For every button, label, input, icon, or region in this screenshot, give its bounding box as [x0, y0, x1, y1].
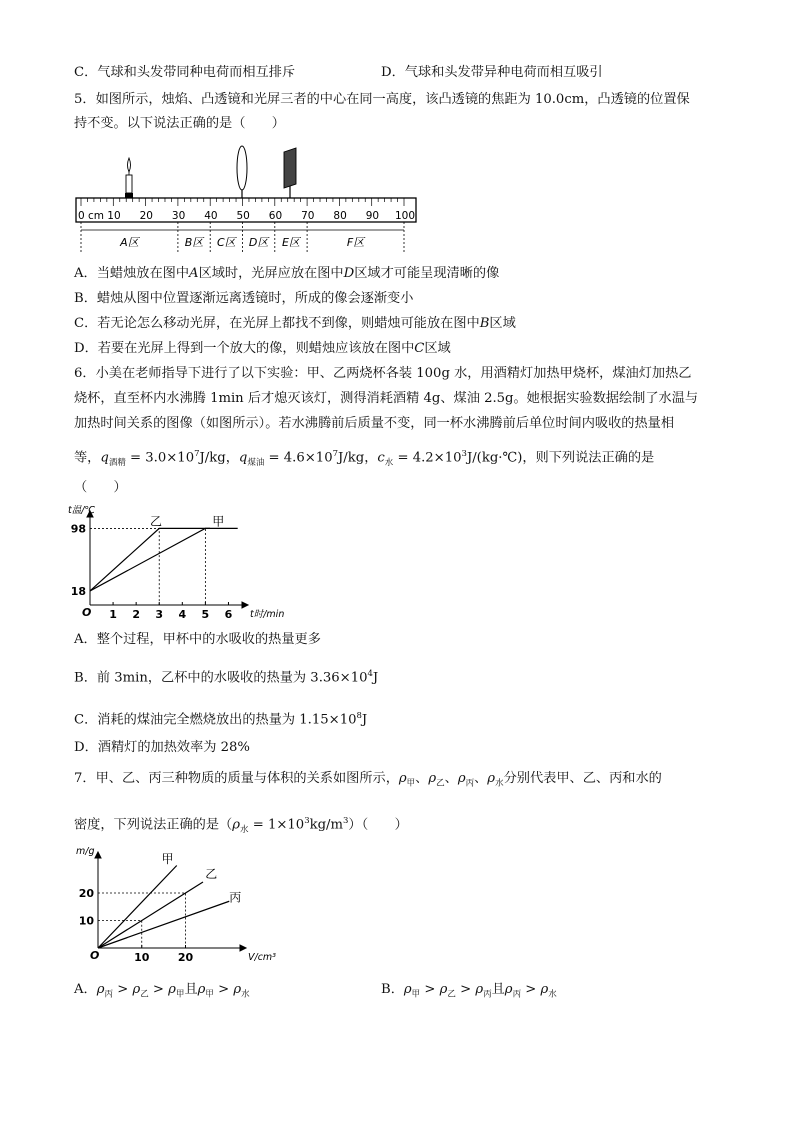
y-axis-label: m/g	[76, 846, 95, 857]
x-tick-label-4: 4	[178, 608, 187, 621]
q7-stem-line-1: 7．甲、乙、丙三种物质的质量与体积的关系如图所示，$\rho_甲$、$\rho_乙$、$\rho_丙$、$\rho_水$分别代表甲、乙、丙和水的	[74, 771, 662, 789]
ruler-label-0: 0	[78, 210, 85, 222]
q5-option-c: C．若无论怎么移动光屏，在光屏上都找不到像，则蜡烛可能放在图中B区域	[74, 316, 516, 331]
q7-option-b: B．$\rho_甲 > \rho_乙 > \rho_丙$且$\rho_丙 > \rho_水$	[381, 982, 557, 1000]
x-axis-arrow	[242, 602, 248, 608]
q6-option-b: B．前 3min，乙杯中的水吸收的热量为 $3.36\times 10^4J$	[74, 669, 379, 686]
q6-temperature-time-chart	[68, 505, 285, 623]
ruler-label-50: 50	[236, 210, 250, 222]
q5-option-a: A．当蜡烛放在图中A区域时，光屏应放在图中D区域才可能呈现清晰的像	[74, 266, 500, 281]
q5-option-d: D．若要在光屏上得到一个放大的像，则蜡烛应该放在图中C区域	[74, 341, 451, 356]
q6-answer-paren: （ ）	[74, 480, 127, 495]
q7-option-a: A．$\rho_丙 > \rho_乙 > \rho_甲$且$\rho_甲 > \rho_水$	[74, 982, 250, 1000]
y-tick-label-10: 10	[78, 914, 94, 928]
zone-label-0: A区	[120, 236, 139, 249]
y-axis-arrow	[95, 852, 101, 858]
zone-label-4: E区	[281, 236, 300, 249]
series-line-丙	[98, 901, 229, 948]
x-tick-label-6: 6	[224, 608, 233, 621]
optical-bench-figure	[74, 140, 424, 255]
q5-stem-line-2: 持不变。以下说法正确的是（ ）	[74, 116, 285, 131]
convex-lens-icon	[237, 146, 247, 198]
y-axis-label: t温/℃	[68, 505, 96, 516]
x-tick-label-10: 10	[134, 951, 150, 964]
q4-option-c: C．气球和头发带同种电荷而相互排斥	[74, 65, 296, 80]
zone-label-2: C区	[217, 236, 236, 249]
y-tick-label-18: 18	[70, 584, 86, 598]
q7-mass-volume-chart	[74, 846, 274, 964]
q6-option-a: A．整个过程，甲杯中的水吸收的热量更多	[74, 632, 321, 647]
zone-label-3: D区	[248, 236, 269, 249]
q5-stem-line-1: 5．如图所示，烛焰、凸透镜和光屏三者的中心在同一高度，该凸透镜的焦距为 10.0cm，凸透镜的位置保	[74, 92, 690, 107]
q6-option-c: C．消耗的煤油完全燃烧放出的热量为 $1.15\times 10^8J$	[74, 711, 368, 728]
zone-label-5: F区	[346, 236, 365, 249]
ruler-label-60: 60	[268, 210, 283, 222]
series-line-甲	[98, 866, 177, 949]
series-label-乙: 乙	[150, 514, 163, 529]
x-tick-label-3: 3	[155, 608, 164, 621]
ruler-label-70: 70	[301, 210, 315, 222]
zone-label-1: B区	[184, 236, 204, 249]
x-tick-label-2: 2	[132, 608, 140, 621]
origin-label: O	[90, 949, 100, 962]
ruler-label-100: 100	[395, 210, 416, 222]
x-axis-label: V/cm³	[248, 952, 276, 963]
candle-icon	[125, 158, 133, 198]
q6-stem-line-2: 烧杯，直至杯内水沸腾 1min 后才熄灭该灯，测得消耗酒精 4g、煤油 2.5g。她根据实验数据绘制了水温与	[74, 391, 699, 406]
series-label-乙: 乙	[205, 866, 218, 881]
ruler-label-unit: cm	[88, 210, 105, 222]
ruler-label-40: 40	[204, 210, 218, 222]
ruler-label-30: 30	[171, 210, 186, 222]
x-axis-label: t时/min	[250, 609, 285, 620]
series-label-甲: 甲	[161, 851, 174, 866]
q6-stem-line-1: 6．小美在老师指导下进行了以下实验：甲、乙两烧杯各装 100g 水，用酒精灯加热甲烧杯，煤油灯加热乙	[74, 366, 692, 381]
y-tick-label-20: 20	[78, 887, 94, 900]
ruler-label-80: 80	[333, 210, 347, 222]
q7-stem-line-2: 密度，下列说法正确的是$(\rho_水 = 1\times 10^3kg/m^3)$（ ）	[74, 816, 408, 836]
series-label-丙: 丙	[229, 890, 242, 905]
ruler-label-90: 90	[365, 210, 380, 222]
x-axis-arrow	[240, 945, 246, 951]
y-tick-label-98: 98	[70, 522, 86, 536]
guide-line-1	[90, 528, 205, 605]
q6-option-d: D．酒精灯的加热效率为 28%	[74, 740, 250, 755]
origin-label: O	[82, 606, 92, 619]
ruler-label-10: 10	[107, 210, 121, 222]
series-line-乙	[98, 882, 203, 948]
x-tick-label-5: 5	[201, 608, 210, 621]
guide-line-0	[90, 528, 159, 605]
x-tick-label-20: 20	[177, 951, 194, 964]
light-screen-icon	[284, 148, 296, 198]
ruler-label-20: 20	[139, 210, 153, 222]
series-label-甲: 甲	[212, 514, 225, 529]
series-line-甲	[90, 528, 238, 591]
q4-option-d: D．气球和头发带异种电荷而相互吸引	[381, 65, 603, 80]
x-tick-label-1: 1	[109, 608, 117, 621]
q5-option-b: B．蜡烛从图中位置逐渐远离透镜时，所成的像会逐渐变小	[74, 291, 414, 306]
q6-stem-line-4: 等，$q_{酒精} = 3.0\times 10^7J/kg$，$q_{煤油} = 4.6\times 10^7J/kg$，$c_水$ = $4.2\times 10^3J/(kg\cdot℃)$，则下列说法正确的是	[74, 449, 655, 469]
q6-stem-line-3: 加热时间关系的图像（如图所示）。若水沸腾前后质量不变，同一杯水沸腾前后单位时间内吸收的热量相	[74, 416, 675, 431]
